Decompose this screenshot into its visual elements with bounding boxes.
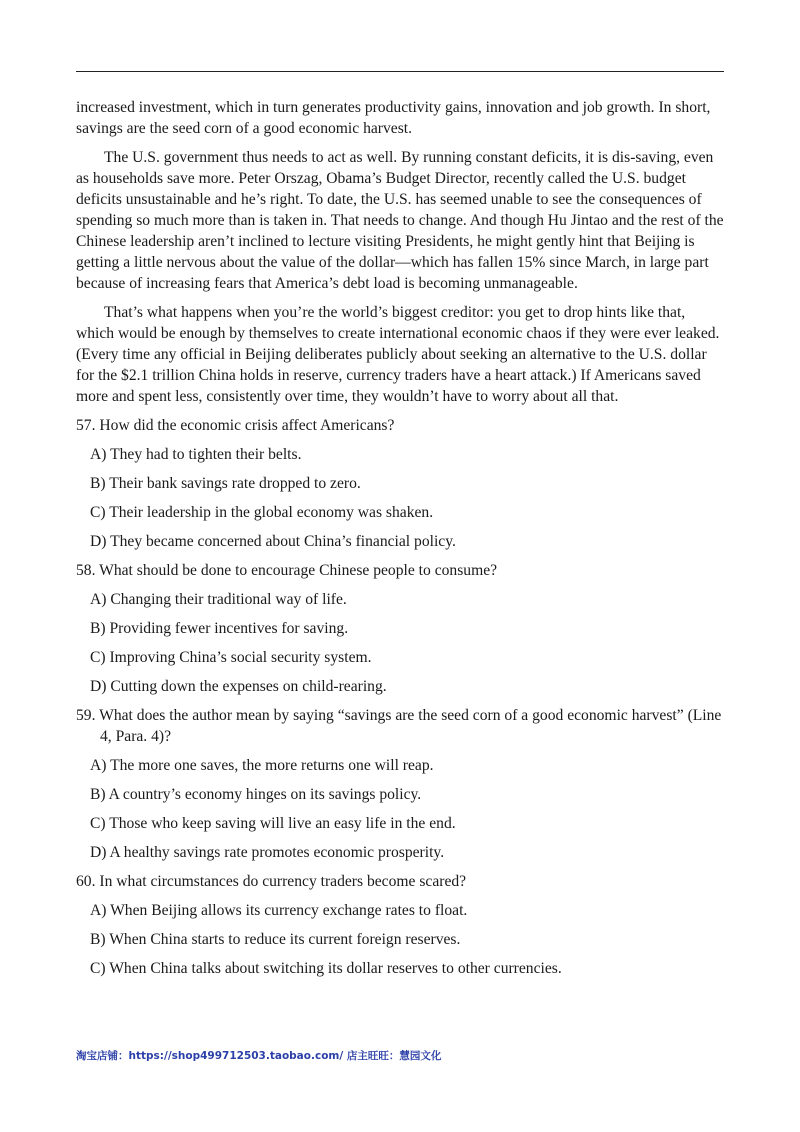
option-b: B) When China starts to reduce its current foreign reserves.: [90, 931, 461, 948]
paragraph-2: The U.S. government thus needs to act as well. By running constant deficits, it is dis-saving, even as households save more. Peter Orszag, Obama’s Budget Director, recently called the U.S. budget deficits unsustainable and he’s right. To date, the U.S. has seemed unable to see the consequences of spending so much more than is taken in. That needs to change. And though Hu Jintao and the rest of the Chinese leadership aren’t inclined to lecture visiting Presidents, he might gently hint that Beijing is getting a little nervous about the value of the dollar—which has fallen 15% since March, in large part because of increasing fears that America’s debt load is becoming unmanageable.: [76, 149, 724, 292]
footer-shop-info: 淘宝店铺：https://shop499712503.taobao.com/ 店主旺旺：慧园文化: [76, 1050, 442, 1062]
option-d: D) Cutting down the expenses on child-rearing.: [90, 678, 387, 695]
option-c: C) Their leadership in the global economy was shaken.: [90, 504, 434, 521]
question-stem: 59. What does the author mean by saying “savings are the seed corn of a good economic harvest” (Line 4, Para. 4)?: [76, 707, 722, 745]
option-b: B) Providing fewer incentives for saving.: [90, 620, 349, 637]
paragraph-1: increased investment, which in turn generates productivity gains, innovation and job growth. In short, savings are the seed corn of a good economic harvest.: [76, 99, 711, 137]
question-58: [76, 560, 724, 697]
question-59: [76, 705, 724, 863]
option-d: D) They became concerned about China’s financial policy.: [90, 533, 456, 550]
document-body: [76, 97, 724, 987]
question-stem: 57. How did the economic crisis affect Americans?: [76, 417, 395, 434]
option-a: A) When Beijing allows its currency exchange rates to float.: [90, 902, 468, 919]
option-b: B) A country’s economy hinges on its savings policy.: [90, 786, 422, 803]
header-rule: [76, 71, 724, 72]
option-d: D) A healthy savings rate promotes economic prosperity.: [90, 844, 445, 861]
paragraph-3: That’s what happens when you’re the world’s biggest creditor: you get to drop hints like that, which would be enough by themselves to create international economic chaos if they were ever leaked. (Every time any official in Beijing deliberates publicly about seeking an alternative to the U.S. dollar for the $2.1 trillion China holds in reserve, currency traders have a heart attack.) If Americans saved more and spent less, consistently over time, they wouldn’t have to worry about all that.: [76, 304, 720, 405]
option-c: C) Improving China’s social security system.: [90, 649, 372, 666]
option-c: C) When China talks about switching its dollar reserves to other currencies.: [90, 960, 562, 977]
question-57: [76, 415, 724, 552]
option-b: B) Their bank savings rate dropped to zero.: [90, 475, 361, 492]
option-a: A) They had to tighten their belts.: [90, 446, 302, 463]
option-a: A) The more one saves, the more returns one will reap.: [90, 757, 434, 774]
question-60: [76, 871, 724, 979]
option-a: A) Changing their traditional way of life.: [90, 591, 347, 608]
option-c: C) Those who keep saving will live an easy life in the end.: [90, 815, 456, 832]
question-stem: 60. In what circumstances do currency traders become scared?: [76, 873, 467, 890]
question-stem: 58. What should be done to encourage Chinese people to consume?: [76, 562, 498, 579]
